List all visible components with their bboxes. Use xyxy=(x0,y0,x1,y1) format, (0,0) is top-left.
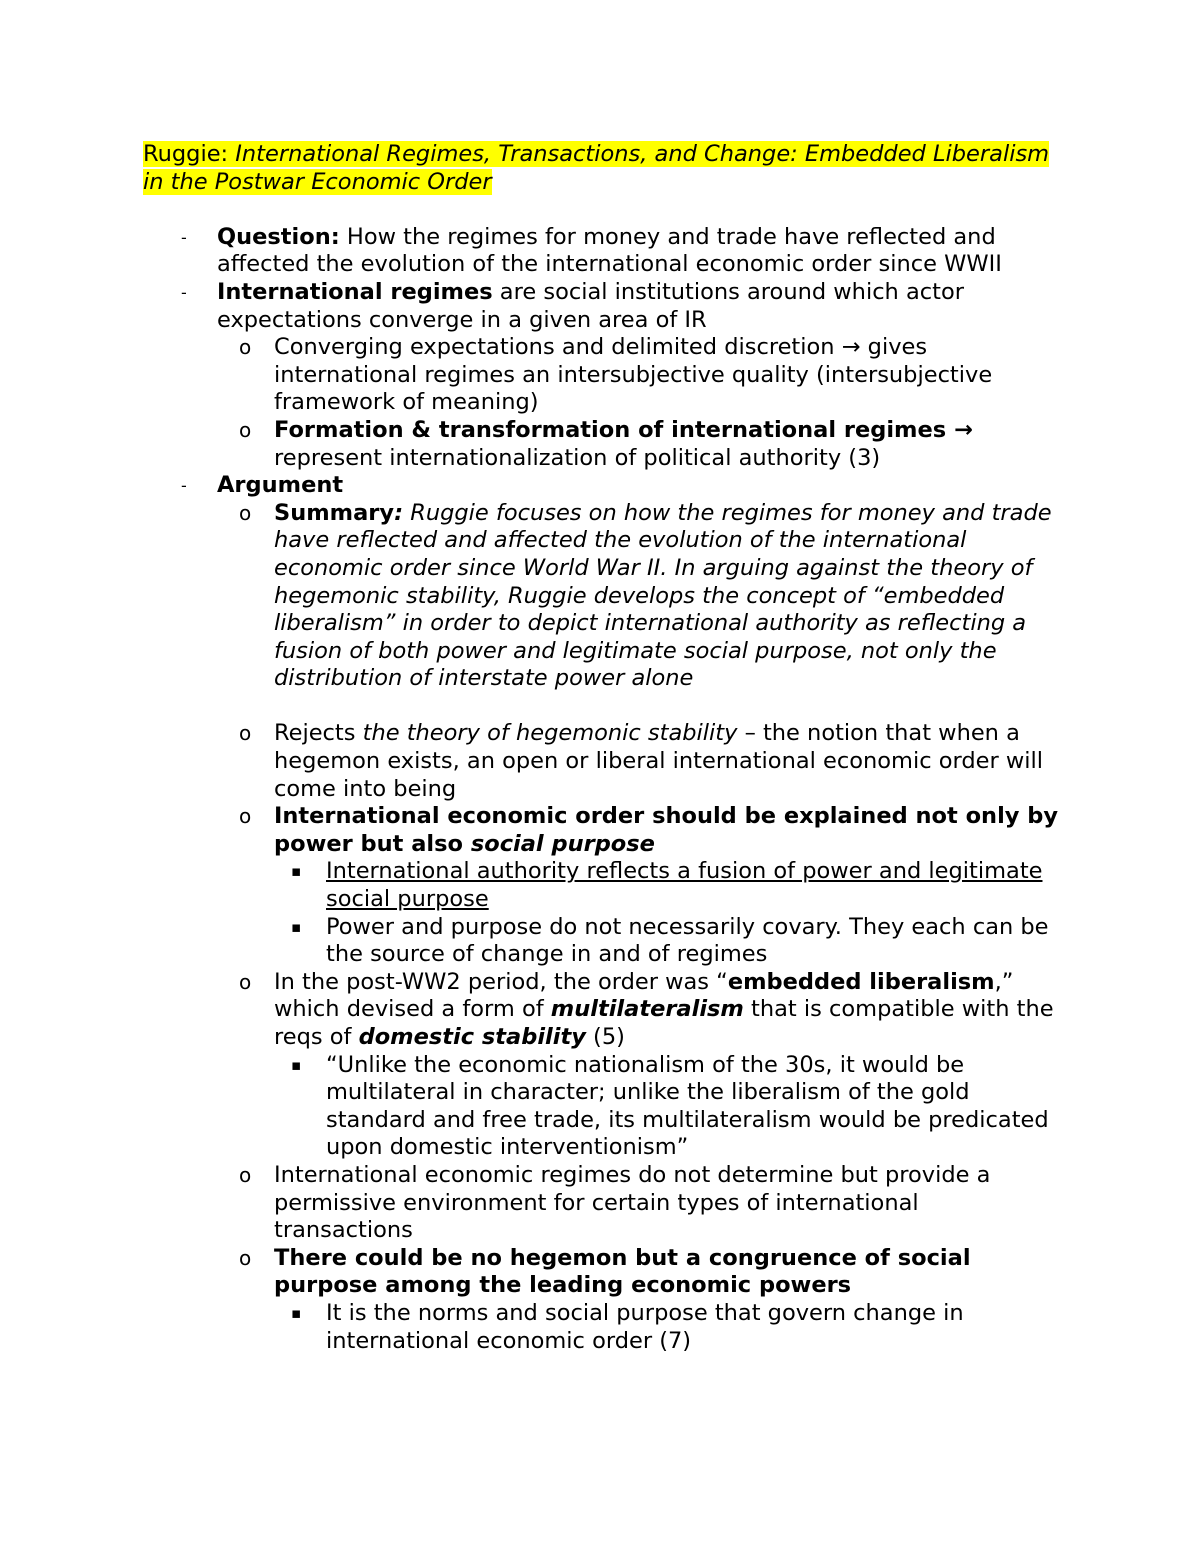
dash-marker: - xyxy=(181,282,187,302)
post-ww2-embedded-liberalism: embedded liberalism xyxy=(727,968,995,995)
summary-colon: : xyxy=(394,499,404,526)
rejects-italic: the theory of hegemonic stability xyxy=(362,720,738,747)
square-marker: ▪ xyxy=(291,1303,302,1322)
formation-bold: Formation & transformation of international regimes → xyxy=(274,416,973,443)
circle-marker: o xyxy=(239,417,252,442)
sub-bullet-converging xyxy=(143,334,1063,417)
square-marker: ▪ xyxy=(291,1055,302,1074)
title-author: Ruggie: xyxy=(143,141,236,167)
circle-marker: o xyxy=(239,804,252,829)
document-title xyxy=(143,141,1063,196)
post-ww2-domestic-stability: domestic stability xyxy=(358,1024,586,1050)
rejects-pre: Rejects xyxy=(274,720,363,747)
sub-sub-bullet-norms xyxy=(143,1300,1063,1355)
covary-text: Power and purpose do not necessarily covary. They each can be the source of change in and of regimes xyxy=(326,913,1049,968)
sub-sub-bullet-authority xyxy=(143,858,1063,913)
square-marker: ▪ xyxy=(291,862,302,881)
order-italic: social purpose xyxy=(470,830,655,857)
sub-sub-bullet-covary xyxy=(143,914,1063,969)
bullet-question xyxy=(143,224,1063,279)
post-ww2-text-a: In the post-WW2 period, the order was “ xyxy=(274,968,728,995)
question-label: Question: xyxy=(217,223,340,250)
order-bold: International economic order should be explained not only by power but also xyxy=(274,803,1059,857)
regimes-label: International regimes xyxy=(217,278,493,305)
title-work: International Regimes, Transactions, and Change: Embedded Liberalism in the Postwar Economic Order xyxy=(143,141,1050,195)
circle-marker: o xyxy=(239,335,252,360)
circle-marker: o xyxy=(239,969,252,994)
authority-text: International authority reflects a fusion of power and legitimate social purpose xyxy=(326,858,1043,913)
norms-text: It is the norms and social purpose that govern change in international economic order (7) xyxy=(326,1299,964,1354)
dash-marker: - xyxy=(181,227,187,247)
circle-marker: o xyxy=(239,1245,252,1270)
converging-text: Converging expectations and delimited discretion → gives international regimes an intersubjective quality (intersubjective framework of meaning) xyxy=(274,334,993,416)
post-ww2-multilateralism: multilateralism xyxy=(550,996,744,1023)
dash-marker: - xyxy=(181,476,187,496)
question-text: How the regimes for money and trade have reflected and affected the evolution of the international economic order since WWII xyxy=(217,223,1002,278)
bullet-international-regimes xyxy=(143,279,1063,334)
sub-bullet-rejects xyxy=(143,720,1063,803)
argument-label: Argument xyxy=(217,472,344,499)
sub-bullet-order xyxy=(143,803,1063,858)
formation-text: represent internationalization of political authority (3) xyxy=(274,444,881,471)
summary-text: Ruggie focuses on how the regimes for money and trade have reflected and affected the evolution of the international economic order since World War II. In arguing against the theory of hegemonic stability, Ruggie develops the concept of “embedded liberalism” in order to depict international authority as reflecting a fusion of both power and legitimate social purpose, not only the distribution of interstate power alone xyxy=(274,499,1052,692)
circle-marker: o xyxy=(239,1162,252,1187)
post-ww2-text-g: (5) xyxy=(585,1024,625,1050)
document-page xyxy=(143,141,1063,1355)
circle-marker: o xyxy=(239,500,252,525)
regimes-text: are social institutions around which actor expectations converge in a given area of IR xyxy=(217,278,964,333)
sub-bullet-congruence xyxy=(143,1245,1063,1300)
quote-text: “Unlike the economic nationalism of the 30s, it would be multilateral in character; unlike the liberalism of the gold standard and free trade, its multilateralism would be predicated upon domestic interventionism” xyxy=(326,1051,1049,1161)
title-highlight xyxy=(143,141,1049,195)
sub-bullet-permissive xyxy=(143,1162,1063,1245)
circle-marker: o xyxy=(239,721,252,746)
rejects-post: – the notion that when a hegemon exists, an open or liberal international economic order will come into being xyxy=(274,720,1044,802)
summary-label: Summary xyxy=(274,499,395,526)
sub-bullet-formation xyxy=(143,417,1063,472)
sub-bullet-post-ww2 xyxy=(143,969,1063,1052)
square-marker: ▪ xyxy=(291,917,302,936)
sub-sub-bullet-quote xyxy=(143,1052,1063,1162)
congruence-text: There could be no hegemon but a congruence of social purpose among the leading economic powers xyxy=(274,1244,971,1299)
sub-bullet-summary xyxy=(143,500,1063,693)
post-ww2-text-e: that is compatible with the reqs of xyxy=(274,996,1054,1050)
bullet-argument xyxy=(143,472,1063,500)
permissive-text: International economic regimes do not determine but provide a permissive environment for certain types of international transactions xyxy=(274,1161,991,1244)
post-ww2-text-c: ,” which devised a form of xyxy=(274,968,1014,1023)
